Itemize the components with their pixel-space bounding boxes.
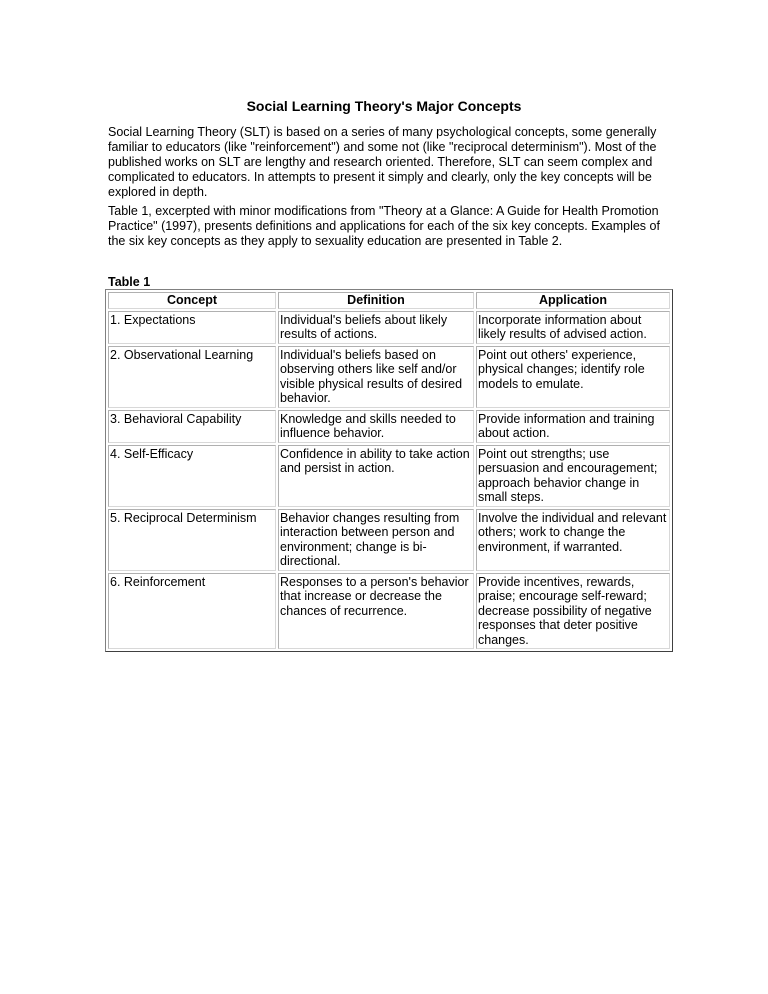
application-cell: Point out others' experience, physical changes; identify role models to emulate.	[476, 346, 670, 408]
page-title: Social Learning Theory's Major Concepts	[246, 98, 522, 114]
definition-cell: Behavior changes resulting from interaction between person and environment; change is bi-directional.	[278, 509, 474, 571]
table-row	[108, 410, 670, 443]
table-row	[108, 311, 670, 344]
header-concept: Concept	[108, 292, 276, 309]
concept-cell: 2. Observational Learning	[108, 346, 276, 408]
application-cell: Provide information and training about action.	[476, 410, 670, 443]
definition-cell: Individual's beliefs about likely results of actions.	[278, 311, 474, 344]
table-header-row	[108, 292, 670, 309]
concept-cell: 6. Reinforcement	[108, 573, 276, 650]
application-cell: Involve the individual and relevant others; work to change the environment, if warranted.	[476, 509, 670, 571]
application-cell: Point out strengths; use persuasion and encouragement; approach behavior change in small steps.	[476, 445, 670, 507]
table-row	[108, 509, 670, 571]
definition-cell: Knowledge and skills needed to influence behavior.	[278, 410, 474, 443]
concept-cell: 5. Reciprocal Determinism	[108, 509, 276, 571]
concept-cell: 4. Self-Efficacy	[108, 445, 276, 507]
table-intro-paragraph: Table 1, excerpted with minor modifications from "Theory at a Glance: A Guide for Health Promotion Practice" (1997), presents definitions and applications for each of the six key concepts. Examples of the six key concepts as they apply to sexuality education are presented in Table 2.	[108, 204, 660, 248]
table-row	[108, 573, 670, 650]
application-cell: Provide incentives, rewards, praise; encourage self-reward; decrease possibility of negative responses that deter positive changes.	[476, 573, 670, 650]
intro-paragraph: Social Learning Theory (SLT) is based on a series of many psychological concepts, some generally familiar to educators (like "reinforcement") and some not (like "reciprocal determinism"). Most of the published works on SLT are lengthy and research oriented. Therefore, SLT can seem complex and complicated to educators. In attempts to present it simply and clearly, only the key concepts will be explored in depth.	[108, 125, 657, 199]
concept-cell: 3. Behavioral Capability	[108, 410, 276, 443]
header-application: Application	[476, 292, 670, 309]
header-definition: Definition	[278, 292, 474, 309]
table-row	[108, 346, 670, 408]
application-cell: Incorporate information about likely results of advised action.	[476, 311, 670, 344]
definition-cell: Individual's beliefs based on observing others like self and/or visible physical results of desired behavior.	[278, 346, 474, 408]
definition-cell: Responses to a person's behavior that increase or decrease the chances of recurrence.	[278, 573, 474, 650]
concepts-table	[105, 289, 673, 652]
definition-cell: Confidence in ability to take action and persist in action.	[278, 445, 474, 507]
table-caption: Table 1	[108, 275, 151, 289]
concept-cell: 1. Expectations	[108, 311, 276, 344]
table-row	[108, 445, 670, 507]
